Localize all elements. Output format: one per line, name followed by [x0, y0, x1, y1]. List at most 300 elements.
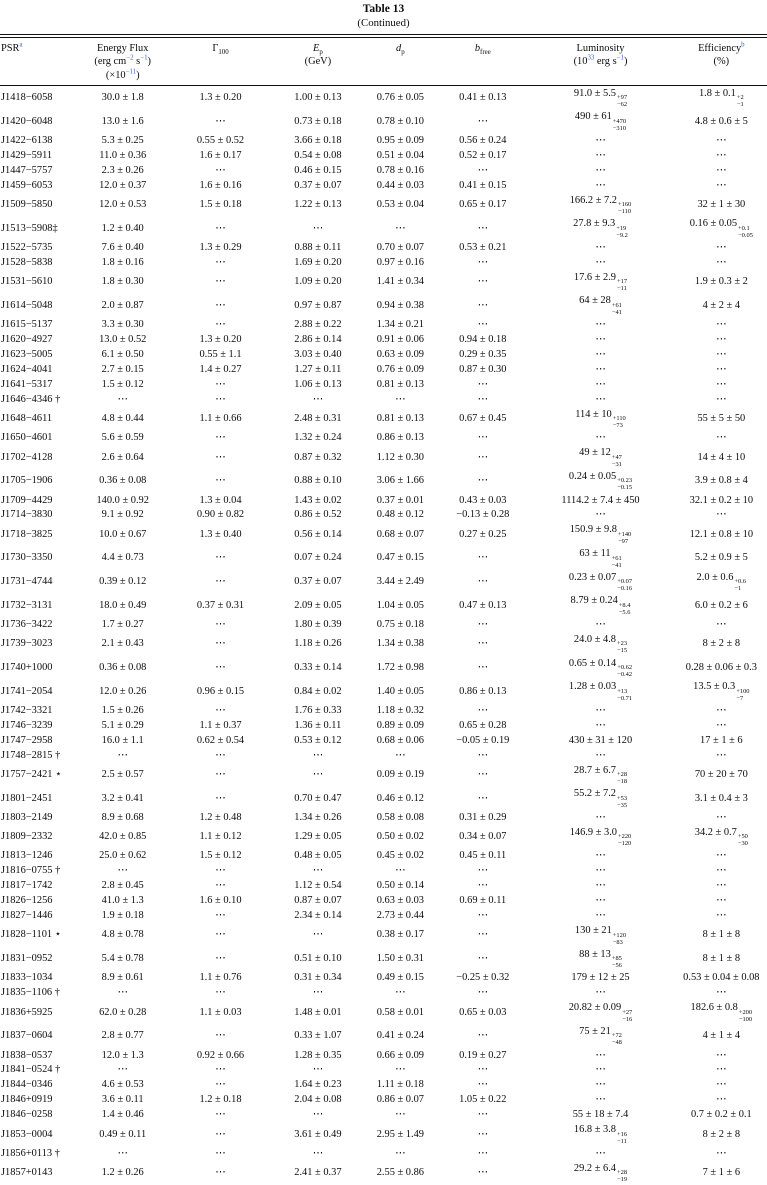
value-cell: 1.48 ± 0.01 — [294, 1006, 342, 1018]
table-row — [0, 377, 767, 392]
value-cell: ⋯ — [395, 987, 406, 999]
value-cell: 0.50 ± 0.02 — [376, 831, 424, 843]
psr-name-cell: J1429−5911 — [1, 149, 53, 161]
value-cell: ⋯ — [716, 749, 727, 761]
value-cell: 8.9 ± 0.68 — [101, 811, 144, 823]
value-cell: ⋯ — [595, 149, 606, 161]
psr-name-cell: J1732−3131 — [1, 599, 53, 611]
table-row — [0, 255, 767, 270]
value-cell: ⋯ — [395, 393, 406, 405]
value-cell: 0.28 ± 0.06 ± 0.3 — [685, 661, 757, 673]
value-cell: ⋯ — [595, 363, 606, 375]
psr-name-cell: J1623−5005 — [1, 348, 53, 360]
psr-name-cell: J1418−6058 — [1, 92, 53, 104]
value-cell: 4 ± 2 ± 4 — [702, 299, 741, 311]
value-cell: ⋯ — [215, 704, 226, 716]
value-cell: ⋯ — [477, 1167, 488, 1179]
value-cell: 32.1 ± 0.2 ± 10 — [689, 494, 754, 506]
value-cell: 0.36 ± 0.08 — [99, 475, 147, 487]
psr-name-cell: J1740+1000 — [1, 661, 53, 673]
value-cell: 17.6 ± 2.9 +17 −11 — [573, 271, 628, 293]
value-cell: ⋯ — [595, 880, 606, 892]
value-cell: ⋯ — [215, 661, 226, 673]
value-cell: 0.76 ± 0.09 — [376, 363, 424, 375]
value-cell: 29.2 ± 6.4 +28 −19 — [573, 1162, 628, 1184]
value-cell: ⋯ — [477, 661, 488, 673]
psr-name-cell: J1827−1446 — [1, 910, 53, 922]
value-cell: 8 ± 2 ± 8 — [702, 1128, 741, 1140]
value-cell: 150.9 ± 9.8 +140 −97 — [569, 524, 632, 545]
value-cell: 1.9 ± 0.18 — [101, 910, 144, 922]
value-cell: ⋯ — [595, 164, 606, 176]
value-cell: ⋯ — [595, 256, 606, 268]
value-cell: ⋯ — [595, 334, 606, 346]
value-cell: ⋯ — [477, 768, 488, 780]
value-cell: ⋯ — [395, 749, 406, 761]
value-cell: 5.3 ± 0.25 — [101, 134, 144, 146]
value-cell: 0.43 ± 0.03 — [459, 494, 507, 506]
value-cell: 0.53 ± 0.21 — [459, 241, 507, 253]
value-cell: 130 ± 21 +120 −83 — [574, 925, 627, 946]
table-header — [0, 38, 767, 86]
value-cell: ⋯ — [215, 319, 226, 331]
psr-name-cell: J1747−2958 — [1, 734, 53, 746]
value-cell: ⋯ — [215, 880, 226, 892]
value-cell: ⋯ — [716, 378, 727, 390]
value-cell: ⋯ — [477, 865, 488, 877]
table-row — [0, 240, 767, 255]
value-cell: ⋯ — [477, 704, 488, 716]
value-cell: 1.2 ± 0.18 — [199, 1094, 242, 1106]
table-row — [0, 86, 767, 110]
value-cell: 4.6 ± 0.53 — [101, 1079, 144, 1091]
table-row — [0, 763, 767, 787]
value-cell: 0.37 ± 0.07 — [294, 576, 342, 588]
value-cell: 32 ± 1 ± 30 — [697, 199, 746, 211]
psr-name-cell: J1817−1742 — [1, 880, 53, 892]
value-cell: ⋯ — [595, 509, 606, 521]
value-cell: 0.46 ± 0.12 — [376, 792, 424, 804]
value-cell: 2.8 ± 0.77 — [101, 1030, 144, 1042]
psr-name-cell: J1836+5925 — [1, 1006, 53, 1018]
psr-name-cell: J1846+0919 — [1, 1094, 53, 1106]
table-row — [0, 680, 767, 704]
value-cell: 12.0 ± 0.53 — [99, 199, 147, 211]
value-cell: 2.1 ± 0.43 — [101, 638, 144, 650]
value-cell: 63 ± 11 +61 −41 — [579, 548, 622, 569]
value-cell: 0.46 ± 0.15 — [294, 164, 342, 176]
psr-name-cell: J1857+0143 — [1, 1167, 53, 1179]
value-cell: ⋯ — [215, 929, 226, 941]
value-cell: 1.32 ± 0.24 — [294, 432, 342, 444]
value-cell: 0.67 ± 0.45 — [459, 413, 507, 425]
table-row — [0, 407, 767, 431]
psr-name-cell: J1641−5317 — [1, 378, 53, 390]
value-cell: 10.0 ± 0.67 — [99, 528, 147, 540]
value-cell: 0.36 ± 0.08 — [99, 661, 147, 673]
value-cell: 3.1 ± 0.4 ± 3 — [694, 792, 748, 804]
value-cell: 2.34 ± 0.14 — [294, 910, 342, 922]
value-cell: ⋯ — [477, 953, 488, 965]
value-cell: ⋯ — [716, 164, 727, 176]
value-cell: 0.54 ± 0.08 — [294, 149, 342, 161]
psr-name-cell: J1853−0004 — [1, 1128, 53, 1140]
value-cell: 9.1 ± 0.92 — [101, 509, 144, 521]
value-cell: 1.34 ± 0.38 — [376, 638, 424, 650]
table-row — [0, 347, 767, 362]
table-row — [0, 163, 767, 178]
value-cell: 0.90 ± 0.82 — [196, 509, 245, 521]
value-cell: ⋯ — [595, 895, 606, 907]
value-cell: 8.9 ± 0.61 — [101, 972, 144, 984]
value-cell: 3.44 ± 2.49 — [376, 576, 424, 588]
value-cell: 0.41 ± 0.13 — [459, 92, 507, 104]
psr-name-cell: J1709−4429 — [1, 494, 53, 506]
table-row — [0, 570, 767, 594]
value-cell: 88 ± 13 +85 −56 — [579, 948, 622, 970]
value-cell: ⋯ — [595, 378, 606, 390]
value-cell: ⋯ — [117, 1064, 128, 1076]
value-cell: ⋯ — [215, 749, 226, 761]
value-cell: 3.3 ± 0.30 — [101, 319, 144, 331]
psr-name-cell: J1624−4041 — [1, 363, 53, 375]
value-cell: 91.0 ± 5.5 +97 −62 — [573, 87, 628, 109]
value-cell: 1.1 ± 0.03 — [199, 1006, 242, 1018]
psr-name-cell: J1522−5735 — [1, 241, 53, 253]
psr-name-cell: J1650−4601 — [1, 432, 53, 444]
value-cell: ⋯ — [477, 164, 488, 176]
psr-name-cell: J1531−5610 — [1, 276, 53, 288]
value-cell: ⋯ — [215, 1109, 226, 1121]
value-cell: 114 ± 10 +110 −73 — [575, 408, 626, 430]
table-row — [0, 810, 767, 825]
value-cell: ⋯ — [716, 895, 727, 907]
value-cell: 12.0 ± 1.3 — [101, 1049, 144, 1061]
table-row — [0, 894, 767, 909]
value-cell: 34.2 ± 0.7 +50 −30 — [694, 826, 748, 848]
value-cell: 1.9 ± 0.3 ± 2 — [694, 276, 748, 288]
table-row — [0, 1108, 767, 1123]
value-cell: 4.4 ± 0.73 — [101, 552, 144, 564]
value-cell: 0.70 ± 0.07 — [376, 241, 424, 253]
table-row — [0, 1161, 767, 1185]
value-cell: 179 ± 12 ± 25 — [571, 972, 630, 984]
value-cell: 1.6 ± 0.16 — [199, 179, 242, 191]
value-cell: 0.68 ± 0.07 — [376, 528, 424, 540]
psr-name-cell: J1705−1906 — [1, 475, 53, 487]
value-cell: 1.1 ± 0.37 — [199, 719, 242, 731]
value-cell: ⋯ — [595, 179, 606, 191]
value-cell: ⋯ — [477, 299, 488, 311]
value-cell: 0.55 ± 1.1 — [199, 348, 242, 360]
value-cell: 0.70 ± 0.47 — [294, 792, 342, 804]
value-cell: ⋯ — [312, 1109, 324, 1121]
value-cell: 3.9 ± 0.8 ± 4 — [694, 475, 748, 487]
value-cell: 0.48 ± 0.12 — [376, 509, 424, 521]
value-cell: ⋯ — [395, 1109, 406, 1121]
table-row — [0, 787, 767, 811]
table-row — [0, 270, 767, 294]
value-cell: ⋯ — [477, 1079, 488, 1091]
table-row — [0, 1048, 767, 1063]
psr-name-cell: J1801−2451 — [1, 792, 53, 804]
table-row — [0, 1063, 767, 1078]
psr-name-cell: J1742−3321 — [1, 704, 53, 716]
value-cell: 2.95 ± 1.49 — [376, 1128, 424, 1140]
value-cell: ⋯ — [716, 334, 727, 346]
psr-name-cell: J1813−1246 — [1, 850, 53, 862]
value-cell: ⋯ — [595, 704, 606, 716]
value-cell: 1.4 ± 0.27 — [199, 363, 242, 375]
value-cell: 0.92 ± 0.66 — [196, 1049, 245, 1061]
table-row — [0, 193, 767, 217]
value-cell: 0.52 ± 0.17 — [459, 149, 507, 161]
value-cell: 1.72 ± 0.98 — [376, 661, 424, 673]
value-cell: 5.4 ± 0.78 — [101, 953, 144, 965]
value-cell: ⋯ — [477, 378, 488, 390]
value-cell: ⋯ — [716, 880, 727, 892]
column-header-1: PSR$^a$ — [0, 38, 80, 86]
value-cell: ⋯ — [215, 432, 226, 444]
value-cell: 1.11 ± 0.18 — [376, 1079, 424, 1091]
table-row — [0, 110, 767, 134]
value-cell: 55.2 ± 7.2 +53 −35 — [573, 788, 628, 809]
value-cell: 0.65 ± 0.17 — [459, 199, 507, 211]
value-cell: ⋯ — [477, 552, 488, 564]
value-cell: ⋯ — [716, 987, 727, 999]
value-cell: 1.18 ± 0.32 — [376, 704, 424, 716]
value-cell: 20.82 ± 0.09 +27 −16 — [568, 1002, 633, 1023]
value-cell: 16.8 ± 3.8 +16 −11 — [573, 1124, 628, 1145]
value-cell: 42.0 ± 0.85 — [99, 831, 147, 843]
table-row — [0, 825, 767, 849]
value-cell: 2.09 ± 0.05 — [294, 599, 342, 611]
value-cell: ⋯ — [477, 576, 488, 588]
table-row — [0, 1001, 767, 1025]
value-cell: ⋯ — [716, 1064, 727, 1076]
value-cell: 1.1 ± 0.76 — [199, 972, 242, 984]
value-cell: 3.66 ± 0.18 — [294, 134, 342, 146]
value-cell: 0.97 ± 0.16 — [376, 256, 424, 268]
value-cell: 12.0 ± 0.26 — [99, 685, 147, 697]
value-cell: 6.1 ± 0.50 — [101, 348, 144, 360]
value-cell: 0.94 ± 0.18 — [459, 334, 507, 346]
value-cell: 0.78 ± 0.16 — [376, 164, 424, 176]
psr-name-cell: J1846−0258 — [1, 1109, 53, 1121]
value-cell: ⋯ — [215, 1147, 226, 1159]
psr-name-cell: J1803−2149 — [1, 811, 53, 823]
value-cell: 0.86 ± 0.13 — [459, 685, 507, 697]
value-cell: 0.91 ± 0.06 — [376, 334, 424, 346]
value-cell: −0.05 ± 0.19 — [456, 734, 510, 746]
value-cell: 0.29 ± 0.35 — [459, 348, 507, 360]
psr-name-cell: J1730−3350 — [1, 552, 53, 564]
value-cell: ⋯ — [716, 241, 727, 253]
value-cell: 182.6 ± 0.8 +200 −100 — [690, 1002, 753, 1023]
value-cell: 13.0 ± 0.52 — [99, 334, 147, 346]
psr-name-cell: J1714−3830 — [1, 509, 53, 521]
value-cell: 1.41 ± 0.34 — [376, 276, 424, 288]
table-row — [0, 392, 767, 407]
psr-name-cell: J1420−6048 — [1, 115, 53, 127]
value-cell: 2.73 ± 0.44 — [376, 910, 424, 922]
value-cell: 0.78 ± 0.10 — [376, 115, 424, 127]
value-cell: 2.0 ± 0.87 — [101, 299, 144, 311]
value-cell: 146.9 ± 3.0 +220 −120 — [569, 826, 632, 848]
value-cell: 1.4 ± 0.46 — [101, 1109, 144, 1121]
table-row — [0, 362, 767, 377]
value-cell: 0.94 ± 0.38 — [376, 299, 424, 311]
value-cell: 7 ± 1 ± 6 — [702, 1167, 741, 1179]
table-row — [0, 508, 767, 523]
table-row — [0, 909, 767, 924]
value-cell: ⋯ — [215, 222, 226, 234]
value-cell: 0.37 ± 0.31 — [196, 599, 245, 611]
value-cell: ⋯ — [312, 1147, 324, 1159]
table-row — [0, 523, 767, 547]
table-row — [0, 133, 767, 148]
value-cell: ⋯ — [716, 256, 727, 268]
psr-name-cell: J1757−2421 ⋆ — [1, 768, 62, 780]
value-cell: ⋯ — [716, 149, 727, 161]
value-cell: 5.6 ± 0.59 — [101, 432, 144, 444]
value-cell: 430 ± 31 ± 120 — [568, 734, 633, 746]
value-cell: ⋯ — [215, 475, 226, 487]
value-cell: 1.34 ± 0.26 — [294, 811, 342, 823]
value-cell: ⋯ — [395, 1064, 406, 1076]
value-cell: 1.2 ± 0.26 — [101, 1167, 144, 1179]
column-header-8: Efficiency$^b$ (%) — [676, 38, 767, 86]
value-cell: ⋯ — [215, 164, 226, 176]
value-cell: ⋯ — [477, 432, 488, 444]
value-cell: 8 ± 1 ± 8 — [702, 929, 741, 941]
value-cell: ⋯ — [595, 1094, 606, 1106]
value-cell: 0.49 ± 0.11 — [99, 1128, 147, 1140]
value-cell: 0.41 ± 0.15 — [459, 179, 507, 191]
psr-name-cell: J1620−4927 — [1, 334, 53, 346]
value-cell: 75 ± 21 +72 −48 — [579, 1025, 622, 1047]
value-cell: ⋯ — [117, 393, 128, 405]
value-cell: ⋯ — [477, 1147, 488, 1159]
column-header-7: Luminosity (10$^{33}$ erg s$^{-1}$) — [525, 38, 675, 86]
value-cell: 0.87 ± 0.30 — [459, 363, 507, 375]
value-cell: ⋯ — [595, 749, 606, 761]
value-cell: ⋯ — [595, 910, 606, 922]
psr-name-cell: J1828−1101 ⋆ — [1, 929, 62, 941]
value-cell: 0.37 ± 0.07 — [294, 179, 342, 191]
value-cell: ⋯ — [595, 1049, 606, 1061]
value-cell: ⋯ — [215, 1030, 226, 1042]
psr-name-cell: J1826−1256 — [1, 895, 53, 907]
value-cell: 0.33 ± 0.14 — [294, 661, 342, 673]
value-cell: 0.07 ± 0.24 — [294, 552, 342, 564]
value-cell: 0.19 ± 0.27 — [459, 1049, 507, 1061]
value-cell: ⋯ — [716, 179, 727, 191]
value-cell: 24.0 ± 4.8 +23 −15 — [573, 633, 628, 655]
value-cell: 3.6 ± 0.11 — [101, 1094, 144, 1106]
value-cell: ⋯ — [215, 768, 226, 780]
value-cell: ⋯ — [477, 115, 488, 127]
value-cell: 1.5 ± 0.12 — [101, 378, 144, 390]
value-cell: 2.55 ± 0.86 — [376, 1167, 424, 1179]
value-cell: 0.23 ± 0.07 +0.07 −0.16 — [568, 571, 633, 593]
value-cell: ⋯ — [477, 222, 488, 234]
value-cell: 28.7 ± 6.7 +28 −18 — [573, 764, 628, 786]
psr-name-cell: J1447−5757 — [1, 164, 53, 176]
value-cell: ⋯ — [215, 865, 226, 877]
value-cell: 140.0 ± 0.92 — [96, 494, 149, 506]
value-cell: 1.40 ± 0.05 — [376, 685, 424, 697]
psr-name-cell: J1739−3023 — [1, 638, 53, 650]
value-cell: ⋯ — [215, 115, 226, 127]
value-cell: 166.2 ± 7.2 +160 −110 — [569, 194, 632, 216]
psr-name-cell: J1841−0524 † — [1, 1064, 61, 1076]
value-cell: ⋯ — [215, 1064, 226, 1076]
value-cell: 2.8 ± 0.45 — [101, 880, 144, 892]
value-cell: ⋯ — [716, 1049, 727, 1061]
value-cell: ⋯ — [716, 850, 727, 862]
value-cell: 0.50 ± 0.14 — [376, 880, 424, 892]
value-cell: ⋯ — [477, 1109, 488, 1121]
value-cell: 25.0 ± 0.62 — [99, 850, 147, 862]
psr-name-cell: J1736−3422 — [1, 619, 53, 631]
value-cell: ⋯ — [716, 865, 727, 877]
value-cell: 0.45 ± 0.02 — [376, 850, 424, 862]
psr-name-cell: J1513−5908‡ — [1, 222, 58, 234]
value-cell: 0.97 ± 0.87 — [294, 299, 342, 311]
value-cell: ⋯ — [595, 1147, 606, 1159]
table-row — [0, 594, 767, 618]
value-cell: 0.81 ± 0.13 — [376, 413, 424, 425]
value-cell: 0.86 ± 0.07 — [376, 1094, 424, 1106]
value-cell: 0.34 ± 0.07 — [459, 831, 507, 843]
value-cell: 1.5 ± 0.12 — [199, 850, 242, 862]
value-cell: ⋯ — [312, 749, 324, 761]
value-cell: ⋯ — [595, 619, 606, 631]
value-cell: 0.56 ± 0.24 — [459, 134, 507, 146]
value-cell: ⋯ — [595, 319, 606, 331]
table-row — [0, 1024, 767, 1048]
value-cell: 8.79 ± 0.24 +8.4 −5.6 — [570, 595, 631, 616]
value-cell: 0.65 ± 0.14 +0.62 −0.42 — [568, 657, 633, 679]
value-cell: ⋯ — [117, 1147, 128, 1159]
value-cell: ⋯ — [595, 348, 606, 360]
psr-name-cell: J1837−0604 — [1, 1030, 53, 1042]
value-cell: ⋯ — [716, 319, 727, 331]
value-cell: ⋯ — [117, 865, 128, 877]
value-cell: 1.04 ± 0.05 — [376, 599, 424, 611]
value-cell: ⋯ — [215, 576, 226, 588]
value-cell: 0.31 ± 0.34 — [294, 972, 342, 984]
psr-name-cell: J1835−1106 † — [1, 987, 60, 999]
value-cell: 1.29 ± 0.05 — [294, 831, 342, 843]
value-cell: ⋯ — [395, 222, 406, 234]
value-cell: ⋯ — [477, 256, 488, 268]
value-cell: ⋯ — [477, 910, 488, 922]
value-cell: 1.5 ± 0.18 — [199, 199, 242, 211]
value-cell: 0.87 ± 0.32 — [294, 451, 342, 463]
value-cell: 0.68 ± 0.06 — [376, 734, 424, 746]
table-row — [0, 1078, 767, 1093]
psr-name-cell: J1809−2332 — [1, 831, 53, 843]
value-cell: ⋯ — [716, 134, 727, 146]
table-row — [0, 718, 767, 733]
value-cell: 0.84 ± 0.02 — [294, 685, 342, 697]
value-cell: 0.62 ± 0.54 — [196, 734, 245, 746]
value-cell: 2.88 ± 0.22 — [294, 319, 342, 331]
value-cell: 62.0 ± 0.28 — [99, 1006, 147, 1018]
value-cell: 0.31 ± 0.29 — [459, 811, 507, 823]
